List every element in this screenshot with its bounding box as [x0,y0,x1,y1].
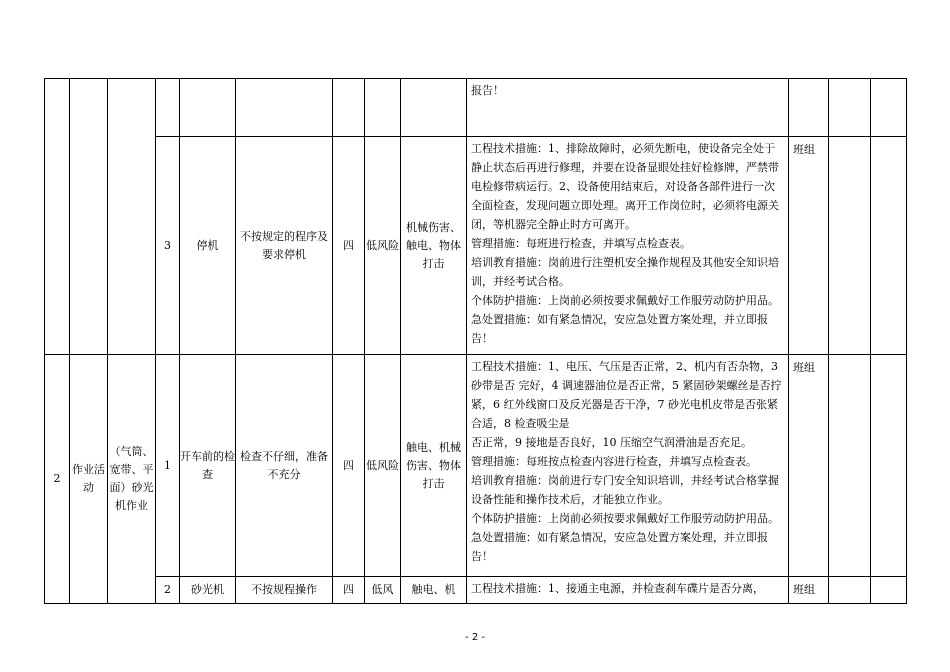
measure-line: 急处置措施：如有紧急情况，安应急处置方案处理，并立即报告！ [471,531,768,563]
cell-step [180,79,236,137]
page-number: - 2 - [465,632,485,643]
cell-step: 开车前的检查 [180,355,236,577]
cell-category: 作业活动 [70,355,108,604]
measure-line: 急处置措施：如有紧急情况，安应急处置方案处理，并立即报告！ [471,313,768,345]
table-row [45,137,907,355]
measure-line: 管理措施：每班按点检查内容进行检查，并填写点检查表。 [471,455,757,468]
cell-measures [467,355,789,577]
cell-owner: 班组 [789,355,829,577]
cell-seq: 2 [156,577,180,604]
cell-step: 停机 [180,137,236,355]
measure-line: 培训教育措施：岗前进行专门安全知识培训，并经考试合格掌握设备性能和操作技术后，才能独立作业。 [471,474,779,506]
measure-line: 个体防护措施：上岗前必须按要求佩戴好工作服劳动防护用品。 [471,512,779,525]
cell-hazard: 不按规定的程序及要求停机 [236,137,333,355]
cell-extra-2 [871,577,907,604]
cell-measures [467,137,789,355]
cell-measures [467,79,789,137]
cell-extra-2 [871,355,907,577]
measure-line: 工程技术措施：1、接通主电源，并检查刹车碟片是否分离， [471,582,764,595]
cell-hazard [236,79,333,137]
table-row [45,355,907,577]
table-row [45,79,907,137]
cell-step: 砂光机 [180,577,236,604]
cell-measures [467,577,789,604]
cell-level: 四 [333,355,365,577]
cell-accident: 触电、机械伤害、物体打击 [401,355,467,577]
cell-owner: 班组 [789,577,829,604]
measure-line: 管理措施：每班进行检查，并填写点检查表。 [471,237,691,250]
measure-line: 个体防护措施：上岗前必须按要求佩戴好工作服劳动防护用品。 [471,294,779,307]
cell-accident: 机械伤害、触电、物体打击 [401,137,467,355]
cell-risk: 低风 [365,577,401,604]
table-row [45,577,907,604]
cell-hazard: 不按规程操作 [236,577,333,604]
cell-extra-2 [871,79,907,137]
cell-extra-1 [829,79,871,137]
cell-seq: 1 [156,355,180,577]
cell-extra-2 [871,137,907,355]
cell-index-empty [45,79,70,355]
cell-risk: 低风险 [365,355,401,577]
cell-hazard: 检查不仔细，准备不充分 [236,355,333,577]
cell-owner: 班组 [789,137,829,355]
measure-line: 报告！ [471,84,504,97]
cell-seq [156,79,180,137]
measure-line: 工程技术措施：1、电压、气压是否正常，2、机内有否杂物，3 砂带是否 完好，4 调速器油位是否正常，5 紧固砂架螺丝是否拧紧，6 红外线窗口及反光器是否干净，7 砂光电机皮带是否张紧合适，8 检查吸尘是 [471,360,782,430]
cell-level [333,79,365,137]
cell-level: 四 [333,137,365,355]
cell-extra-1 [829,577,871,604]
cell-index: 2 [45,355,70,604]
cell-activity: （气筒、宽带、平面）砂光机作业 [108,355,156,604]
cell-risk [365,79,401,137]
cell-level: 四 [333,577,365,604]
cell-activity-empty [108,79,156,355]
cell-extra-1 [829,137,871,355]
cell-category-empty [70,79,108,355]
cell-owner [789,79,829,137]
measure-line: 培训教育措施：岗前进行注塑机安全操作规程及其他安全知识培训，并经考试合格。 [471,256,779,288]
cell-risk: 低风险 [365,137,401,355]
cell-extra-1 [829,355,871,577]
measure-line: 否正常，9 接地是否良好，10 压缩空气润滑油是否充足。 [471,436,752,449]
cell-accident: 触电、机 [401,577,467,604]
measure-line: 工程技术措施：1、排除故障时，必须先断电，使设备完全处于静止状态后再进行修理，并要在设备显眼处挂好检修牌，严禁带电检修带病运行。2、设备使用结束后，对设备各部件进行一次全面检查，发现问题立即处理。离开工作岗位时，必须将电源关闭，等机器完全静止时方可离开。 [471,142,779,231]
cell-accident [401,79,467,137]
cell-seq: 3 [156,137,180,355]
risk-control-table [44,78,907,604]
